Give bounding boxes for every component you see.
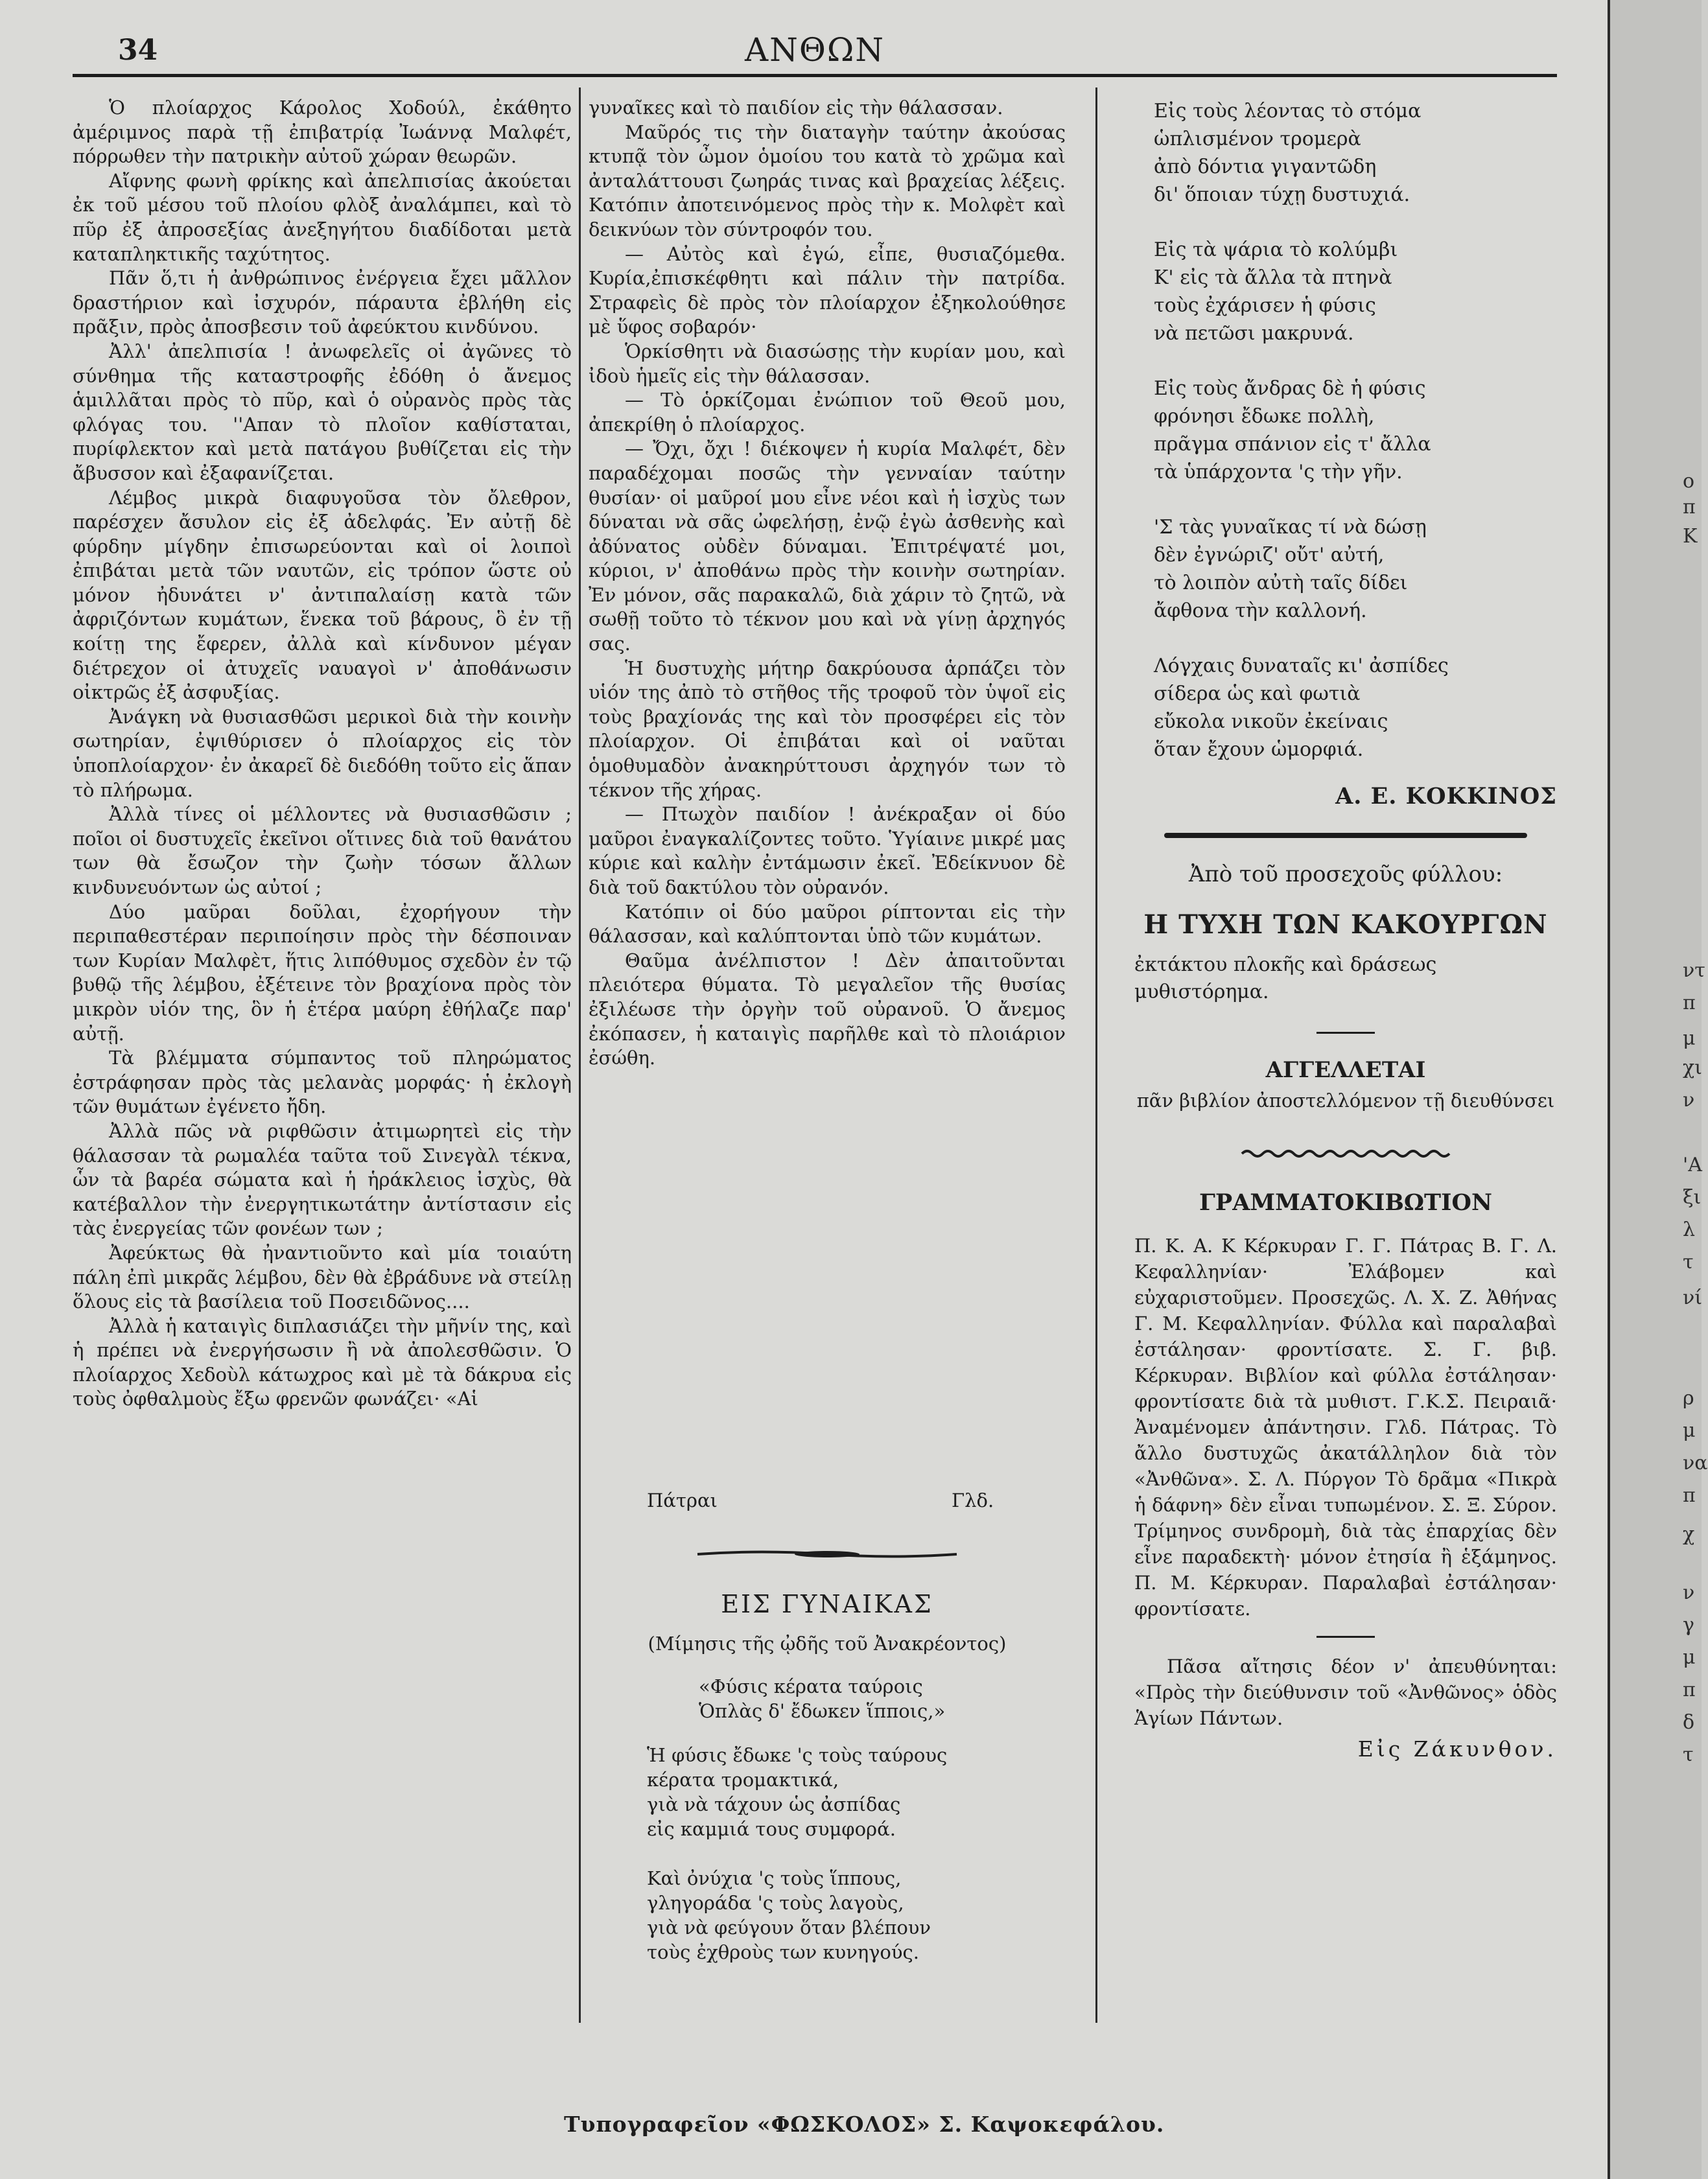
column-3 <box>1134 97 1557 1762</box>
paragraph: — Αὐτὸς καὶ ἐγώ, εἶπε, θυσιαζόμεθα. Κυρία,ἐπισκέφθητι καὶ πάλιν τὴν πατρίδα. Στραφεὶς δὲ πρὸς τὸν πλοίαρχον ἐξηκολούθησε μὲ ὕφος σοβαρόν· <box>589 242 1066 338</box>
verse-line: ἄφθονα τὴν καλλονή. <box>1154 600 1367 622</box>
poem-stanza <box>589 1866 1066 1964</box>
verse-line: τὰ ὑπάρχοντα 'ς τὴν γῆν. <box>1154 461 1403 484</box>
edge-fragment-letter: π <box>1683 496 1696 519</box>
edge-fragment-letter: μ <box>1683 1419 1696 1442</box>
short-rule <box>1316 1636 1375 1638</box>
journal-title: ΑΝΘΩΝ <box>744 31 885 69</box>
verse-line: Λόγχαις δυναταῖς κι' ἀσπίδες <box>1154 655 1449 677</box>
header-rule <box>73 74 1557 77</box>
edge-fragment-letter: γ <box>1683 1614 1694 1637</box>
verse-line: 'Σ τὰς γυναῖκας τί νὰ δώσῃ <box>1154 516 1427 539</box>
edge-fragment-letter: π <box>1683 1484 1696 1507</box>
verse-line: Εἰς τοὺς ἄνδρας δὲ ἡ φύσις <box>1154 377 1426 400</box>
verse-line: ὅταν ἔχουν ὡμορφιά. <box>1154 738 1364 761</box>
paragraph: — Τὸ ὁρκίζομαι ἐνώπιον τοῦ Θεοῦ μου, ἀπεκρίθη ὁ πλοίαρχος. <box>589 389 1066 436</box>
paragraph: Θαῦμα ἀνέλπιστον ! Δὲν ἀπαιτοῦνται πλειότερα θύματα. Τὸ μεγαλεῖον τῆς θυσίας ἐξιλέωσε τὴν ὀργὴν τοῦ οὐρανοῦ. Ὁ ἄνεμος ἐκόπασεν, ἡ καταιγὶς παρῆλθε καὶ τὸ πλοιάριον ἐσώθη. <box>589 949 1066 1069</box>
verse-line: γληγοράδα 'ς τοὺς λαγοὺς, <box>647 1892 904 1914</box>
story-text-part-2 <box>589 96 1066 1071</box>
poem-title: ΕΙΣ ΓΥΝΑΙΚΑΣ <box>721 1590 933 1618</box>
story-place: Πάτραι <box>647 1489 718 1511</box>
verse-line: εἰς καμμιά τους συμφορά. <box>647 1818 896 1840</box>
column-divider-1 <box>579 87 581 2023</box>
verse-line: γιὰ νὰ τάχουν ὡς ἀσπίδας <box>647 1793 901 1815</box>
edge-fragment-letter: μ <box>1683 1646 1696 1669</box>
poem-stanza <box>1154 97 1557 209</box>
verse-line: δι' ὅποιαν τύχῃ δυστυχιά. <box>1154 183 1410 206</box>
edge-fragment-letter: τ <box>1683 1251 1694 1274</box>
edge-fragment-letter: ρ <box>1683 1387 1694 1410</box>
poem-part-2 <box>1134 97 1557 763</box>
column-divider-2 <box>1095 87 1097 2023</box>
edge-fragment-letter: ν <box>1683 1581 1695 1604</box>
verse-line: Ὁπλὰς δ' ἔδωκεν ἵπποις,» <box>699 1700 946 1722</box>
edge-fragment-letter: χι <box>1683 1056 1702 1079</box>
next-issue-line: Ἀπὸ τοῦ προσεχοῦς φύλλου: <box>1188 861 1503 887</box>
poem-stanza <box>1154 236 1557 347</box>
mailbox-title: ΓΡΑΜΜΑΤΟΚΙΒΩΤΙΟΝ <box>1199 1189 1492 1216</box>
paragraph: Τὰ βλέμματα σύμπαντος τοῦ πληρώματος ἐστράφησαν πρὸς τὰς μελανὰς μορφάς· ἡ ἐκλογὴ τῶν θυμάτων ἐγένετο ἤδη. <box>73 1047 572 1118</box>
edge-fragment-letter: π <box>1683 992 1696 1014</box>
ornament-divider <box>697 1548 957 1561</box>
edge-fragment-letter: μ <box>1683 1027 1696 1050</box>
poem-author: Α. Ε. ΚΟΚΚΙΝΟΣ <box>1335 783 1557 810</box>
paragraph: Ἀλλὰ ἡ καταιγὶς διπλασιάζει τὴν μῆνίν της, καὶ ἡ πρέπει νὰ ἐνεργήσωσιν ἢ νὰ ἀπολεσθῶσιν. Ὁ πλοίαρχος Χεδοὺλ κάτωχρος καὶ μὲ τὰ δάκρυα εἰς τοὺς ὀφθαλμοὺς ἔξω φρενῶν φωνάζει· «Αἱ <box>73 1314 572 1410</box>
edge-fragment-letter: χ <box>1683 1523 1695 1546</box>
printer-imprint: Τυπογραφεῖον «ΦΩΣΚΟΛΟΣ» Σ. Καψοκεφάλου. <box>564 2112 1165 2137</box>
paragraph: — Πτωχὸν παιδίον ! ἀνέκραξαν οἱ δύο μαῦροι ἐναγκαλίζοντες τοῦτο. Ὑγίαινε μικρέ μας κύριε καὶ καλὴν ἐντάμωσιν ἐκεῖ. Ἐδείκνυον δὲ διὰ τοῦ δακτύλου τὸν οὐρανόν. <box>589 803 1066 898</box>
verse-line: σίδερα ὡς καὶ φωτιὰ <box>1154 682 1361 705</box>
column-1 <box>73 96 572 1412</box>
paragraph: Ἀλλὰ τίνες οἱ μέλλοντες νὰ θυσιασθῶσιν ; ποῖοι οἱ δυστυχεῖς ἐκεῖνοι οἵτινες διὰ τοῦ θανάτου των θὰ ἔσωζον τὴν ζωὴν τόσων ἄλλων κινδυνευόντων ὡς αὐτοί ; <box>73 803 572 898</box>
paragraph: Κατόπιν οἱ δύο μαῦροι ρίπτονται εἰς τὴν θάλασσαν, καὶ καλύπτονται ὑπὸ τῶν κυμάτων. <box>589 900 1066 948</box>
paragraph: Πᾶν ὅ,τι ἡ ἀνθρώπινος ἐνέργεια ἔχει μᾶλλον δραστήριον καὶ ἰσχυρόν, πάραυτα ἐβλήθη εἰς πρᾶξιν, πρὸς ἀποσβεσιν τοῦ ἀφεύκτου κινδύνου. <box>73 267 572 338</box>
column-2 <box>589 96 1066 2027</box>
verse-line: πρᾶγμα σπάνιον εἰς τ' ἄλλα <box>1154 433 1431 456</box>
verse-line: Ἡ φύσις ἔδωκε 'ς τοὺς ταύρους <box>647 1744 948 1766</box>
verse-line: «Φύσις κέρατα ταύροις <box>699 1675 923 1697</box>
verse-line: τοὺς ἐχάρισεν ἡ φύσις <box>1154 294 1376 317</box>
edge-fragment-letter: 'Α <box>1683 1154 1702 1176</box>
poem-stanza <box>1154 513 1557 625</box>
verse-line: Εἰς τὰ ψάρια τὸ κολύμβι <box>1154 239 1398 261</box>
verse-line: δὲν ἐγνώριζ' οὔτ' αὐτή, <box>1154 544 1385 566</box>
paragraph: Δύο μαῦραι δοῦλαι, ἐχορήγουν τὴν περιπαθεστέραν περιποίησιν πρὸς τὴν δέσποιναν των Κυρίαν Μαλφὲτ, ἥτις λιπόθυμος σχεδὸν ἐν τῷ βυθῷ τῆς λέμβου, ἐξέτεινε τὸν βραχίονα πρὸς τὸν μικρὸν υἱόν της, ὃν ἡ ἑτέρα μαύρη ἐθήλαζε παρ' αὐτῇ. <box>73 900 572 1045</box>
edge-fragment-letter: ντ <box>1683 959 1705 982</box>
paragraph: Αἴφνης φωνὴ φρίκης καὶ ἀπελπισίας ἀκούεται ἐκ τοῦ μέσου τοῦ πλοίου φλὸξ ἀναλάμπει, καὶ τὸ πῦρ ἐξ ἀπροσεξίας ἀνεξηγήτου διαδίδοται μετὰ καταπληκτικῆς ταχύτητος. <box>73 169 572 265</box>
verse-line: τὸ λοιπὸν αὐτὴ ταῖς δίδει <box>1154 572 1408 594</box>
poem-epigraph <box>589 1674 1066 1723</box>
story-signature: Γλδ. <box>952 1489 994 1511</box>
announcement-title: ΑΓΓΕΛΛΕΤΑΙ <box>1265 1057 1426 1083</box>
edge-fragment-letter: να <box>1683 1452 1708 1474</box>
story-text-part-1 <box>73 96 572 1412</box>
verse-line: νὰ πετῶσι μακρυνά. <box>1154 322 1354 345</box>
page-header <box>73 29 1557 74</box>
paragraph: Ἀλλὰ πῶς νὰ ριφθῶσιν ἀτιμωρητεὶ εἰς τὴν θάλασσαν τὰ ρωμαλέα ταῦτα τοῦ Σινεγὰλ τέκνα, ὧν τὰ βαρέα σώματα καὶ ἡ ἡράκλειος ἰσχὺς, θὰ κατέβαλλον τὴν ἐνεργητικωτάτην ἀντίστασιν εἰς τὰς ἐνεργείας τῶν φονέων των ; <box>73 1119 572 1240</box>
poem-subtitle: (Μίμησις τῆς ᾠδῆς τοῦ Ἀνακρέοντος) <box>648 1633 1007 1655</box>
edge-fragment-letter: δ <box>1683 1711 1695 1734</box>
short-rule <box>1316 1032 1375 1034</box>
novel-title: Η ΤΥΧΗ ΤΩΝ ΚΑΚΟΥΡΓΩΝ <box>1143 909 1548 940</box>
poem-stanza <box>589 1743 1066 1841</box>
edge-fragment-letter: ν <box>1683 1089 1695 1112</box>
edge-fragment-letter: ο <box>1683 470 1695 493</box>
novel-description: ἐκτάκτου πλοκῆς καὶ δράσεως μυθιστόρημα. <box>1134 953 1437 1003</box>
edge-fragment-letter: τ <box>1683 1743 1694 1766</box>
paragraph: γυναῖκες καὶ τὸ παιδίον εἰς τὴν θάλασσαν. <box>589 97 1003 119</box>
poem-part-1 <box>589 1590 1066 1964</box>
paragraph: Ἡ δυστυχὴς μήτηρ δακρύουσα ἁρπάζει τὸν υἱόν της ἀπὸ τὸ στῆθος τῆς τροφοῦ τὸν ὑψοῖ εἰς τοὺς βραχίονάς της καὶ τὸν προσφέρει εἰς τὸν πλοίαρχον. Οἱ ἐπιβάται καὶ οἱ ναῦται ὁμοθυμαδὸν ἀνακηρύττουσι ἀρχηγόν των τὸ τέκνον τῆς χήρας. <box>589 657 1066 801</box>
verse-line: ἀπὸ δόντια γιγαντῶδη <box>1154 156 1377 178</box>
poem-stanza <box>1154 652 1557 763</box>
edge-fragment-letter: νί <box>1683 1287 1702 1309</box>
paragraph: Ἀφεύκτως θὰ ἠναντιοῦντο καὶ μία τοιαύτη πάλη ἐπὶ μικρᾶς λέμβου, δὲν θὰ ἐβράδυνε νὰ στείλῃ ὅλους εἰς τὰ βασίλεια τοῦ Ποσειδῶνος.... <box>73 1241 572 1313</box>
verse-line: Κ' εἰς τὰ ἄλλα τὰ πτηνὰ <box>1154 266 1392 289</box>
wavy-rule <box>1242 1148 1449 1162</box>
paragraph: Ὁρκίσθητι νὰ διασώσῃς τὴν κυρίαν μου, καὶ ἰδοὺ ἡμεῖς εἰς τὴν θάλασσαν. <box>589 340 1066 387</box>
paragraph: Λέμβος μικρὰ διαφυγοῦσα τὸν ὄλεθρον, παρέσχεν ἄσυλον εἰς ἐξ ἀδελφάς. Ἐν αὐτῇ δὲ φύρδην μίγδην ἐπισωρεύονται καὶ οἱ λοιποὶ ἐπιβάται μετὰ τῶν ναυτῶν, εἰς τρόπον ὥστε οὐ μόνον ἠδυνάτει ν' ἀντιπαλαίσῃ κατὰ τῶν ἀφριζόντων κυμάτων, ἕνεκα τοῦ βάρους, ὃ ἐν τῇ κοίτῃ της ἔφερεν, ἀλλὰ καὶ κίνδυνον μέγαν διέτρεχον οἱ ἀτυχεῖς ναυαγοὶ ν' ἀποθάνωσιν οἰκτρῶς ἐξ ἀσφυξίας. <box>73 486 572 704</box>
edge-fragment-letter: π <box>1683 1679 1696 1701</box>
paragraph: Μαῦρός τις τὴν διαταγὴν ταύτην ἀκούσας κτυπᾷ τὸν ὦμον ὁμοίου του κατὰ τὸ χρῶμα καὶ ἀνταλάττουσι ζωηράς τινας καὶ βραχείας λέξεις. Κατόπιν ἀποτεινόμενος πρὸς τὴν κ. Μολφὲτ καὶ δεικνύων τὸν σύντροφόν του. <box>589 121 1066 240</box>
paragraph: — Ὄχι, ὄχι ! διέκοψεν ἡ κυρία Μαλφέτ, δὲν παραδέχομαι ποσῶς τὴν γενναίαν ταύτην θυσίαν· οἱ μαῦροί μου εἶνε νέοι καὶ ἡ ἰσχὺς των δύναται νὰ σᾶς ὠφελήσῃ, ἐνῷ ἐγὼ ἀσθενὴς καὶ ἀδύνατος οὐδὲν δύναμαι. Ἐπιτρέψατέ μοι, κύριοι, ν' ἀποθάνω πρὸς τὴν κοινὴν σωτηρίαν. Ἐν μόνον, σᾶς παρακαλῶ, διὰ χάριν τὸ ζητῶ, νὰ σωθῇ τοῦτο τὸ τέκνον μου καὶ νὰ γίνῃ ἀρχηγός σας. <box>589 437 1066 655</box>
announcement-text: πᾶν βιβλίον ἀποστελλόμενον τῇ διευθύνσει <box>1136 1090 1555 1112</box>
verse-line: κέρατα τρομακτικά, <box>647 1769 839 1791</box>
edge-fragment-letter: ξι <box>1683 1186 1702 1209</box>
verse-line: Καὶ ὀνύχια 'ς τοὺς ἵππους, <box>647 1867 902 1889</box>
edge-fragment-letter: Κ <box>1683 525 1698 548</box>
paragraph: Ἀλλ' ἀπελπισία ! ἀνωφελεῖς οἱ ἀγῶνες τὸ σύνθημα τῆς καταστροφῆς ἐδόθη ὁ ἄνεμος ἁμιλλᾶται πρὸς τὸ πῦρ, καὶ ὁ οὐρανὸς πρὸς τὰς φλόγας του. ''Απαν τὸ πλοῖον καθίσταται, πυρίφλεκτον καὶ μετὰ πατάγου βυθίζεται εἰς τὴν ἄβυσσον καὶ ἐξαφανίζεται. <box>73 340 572 484</box>
verse-line: γιὰ νὰ φεύγουν ὅταν βλέπουν <box>647 1917 931 1939</box>
thick-rule <box>1164 833 1527 838</box>
paragraph: Ἀνάγκη νὰ θυσιασθῶσι μερικοὶ διὰ τὴν κοινὴν σωτηρίαν, ἐψιθύρισεν ὁ πλοίαρχος εἰς τὸν ὑποπλοίαρχον· ἐν ἀκαρεῖ δὲ διεδόθη τοῦτο εἰς ἅπαν τὸ πλήρωμα. <box>73 705 572 801</box>
verse-line: τοὺς ἐχθροὺς των κυνηγούς. <box>647 1941 919 1963</box>
verse-line: εὔκολα νικοῦν ἐκείναις <box>1154 710 1388 733</box>
verse-line: ὡπλισμένον τρομερὰ <box>1154 128 1361 150</box>
address-notice: Πᾶσα αἴτησις δέον ν' ἀπευθύνηται: «Πρὸς τὴν διεύθυνσιν τοῦ «Ἀνθῶνος» ὁδὸς Ἁγίων Πάντων. <box>1134 1655 1557 1729</box>
mailbox-text: Π. Κ. Α. Κ Κέρκυραν Γ. Γ. Πάτρας Β. Γ. Λ. Κεφαλληνίαν· Ἐλάβομεν καὶ εὐχαριστοῦμεν. Προσεχῶς. Λ. Χ. Ζ. Ἀθήνας Γ. Μ. Κεφαλληνίαν. Φύλλα καὶ παραλαβαὶ ἐστάλησαν· φροντίσατε. Σ. Γ. βιβ. Κέρκυραν. Βιβλίον καὶ φύλλα ἐστάλησαν· φροντίσατε διὰ τὰ μυθιστ. Γ.Κ.Σ. Πειραιᾶ· Ἀναμένομεν ἀπάντησιν. Γλδ. Πάτρας. Τὸ ἄλλο δυστυχῶς ἀκατάλληλον διὰ τὸν «Ἀνθῶνα». Σ. Λ. Πύργον Τὸ δρᾶμα «Πικρὰ ἡ δάφνη» δὲν εἶναι τυπωμένον. Σ. Ξ. Σύρον. Τρίμηνος συνδρομὴ, διὰ τὰς ἐπαρχίας δὲν εἶνε παραδεκτὴ· μόνον ἐτησία ἢ ἑξάμηνος. Π. Μ. Κέρκυραν. Παραλαβαὶ ἐστάλησαν· φροντίσατε. <box>1134 1235 1557 1620</box>
paragraph: Ὁ πλοίαρχος Κάρολος Χοδούλ, ἐκάθητο ἀμέριμνος παρὰ τῇ ἐπιβατρίᾳ Ἰωάννᾳ Μαλφέτ, πόρρωθεν τὴν πατρικὴν αὐτοῦ χώραν θεωρῶν. <box>73 97 572 168</box>
poem-stanza <box>1154 375 1557 486</box>
edge-fragment-letter: λ <box>1683 1218 1696 1241</box>
verse-line: φρόνησι ἔδωκε πολλὴ, <box>1154 405 1375 428</box>
verse-line: Εἰς τοὺς λέοντας τὸ στόμα <box>1154 100 1421 122</box>
page-number: 34 <box>118 34 158 67</box>
signoff-location: Εἰς Ζάκυνθον. <box>1357 1736 1557 1762</box>
